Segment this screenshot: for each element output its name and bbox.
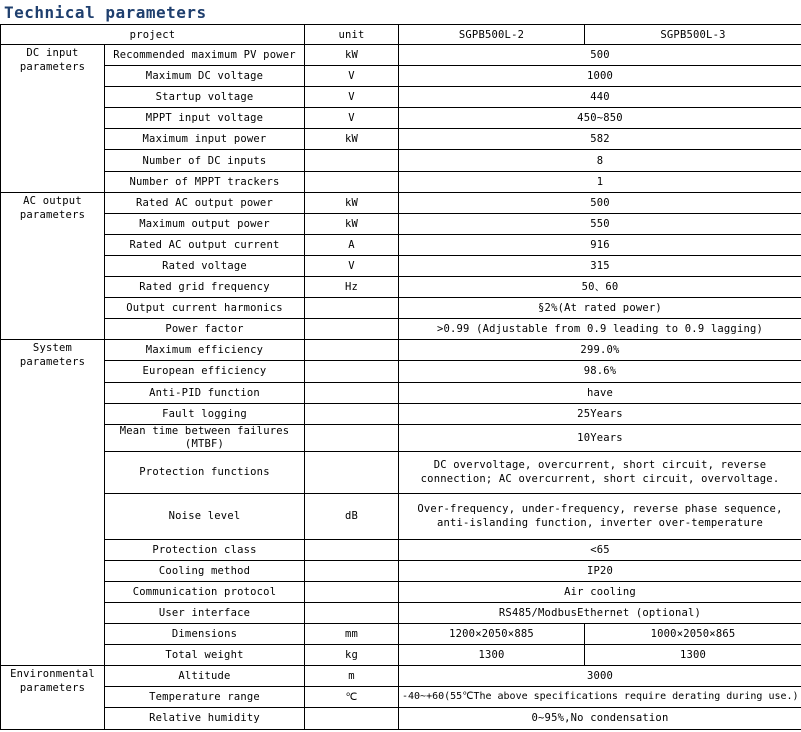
param-unit: A bbox=[305, 234, 399, 255]
param-name: Power factor bbox=[105, 319, 305, 340]
header-project: project bbox=[1, 25, 305, 45]
param-unit bbox=[305, 560, 399, 581]
param-value: 450~850 bbox=[399, 108, 801, 129]
param-name: Fault logging bbox=[105, 403, 305, 424]
param-name: Output current harmonics bbox=[105, 298, 305, 319]
param-name: Dimensions bbox=[105, 624, 305, 645]
param-value: 50、60 bbox=[399, 277, 801, 298]
param-value: 315 bbox=[399, 255, 801, 276]
parameters-table bbox=[0, 24, 801, 730]
table-row bbox=[1, 560, 801, 581]
param-name: Number of MPPT trackers bbox=[105, 171, 305, 192]
param-unit: V bbox=[305, 87, 399, 108]
param-value: DC overvoltage, overcurrent, short circuit, reverse connection; AC overcurrent, short circuit, overvoltage. bbox=[399, 451, 801, 493]
param-value: 550 bbox=[399, 213, 801, 234]
param-name: Startup voltage bbox=[105, 87, 305, 108]
param-name: Anti-PID function bbox=[105, 382, 305, 403]
table-row bbox=[1, 645, 801, 666]
param-value: 10Years bbox=[399, 424, 801, 451]
param-name: European efficiency bbox=[105, 361, 305, 382]
table-row bbox=[1, 66, 801, 87]
param-name: Number of DC inputs bbox=[105, 150, 305, 171]
table-row bbox=[1, 277, 801, 298]
table-row bbox=[1, 298, 801, 319]
param-name: MPPT input voltage bbox=[105, 108, 305, 129]
table-row bbox=[1, 171, 801, 192]
table-row bbox=[1, 129, 801, 150]
param-name: Total weight bbox=[105, 645, 305, 666]
param-name: Rated grid frequency bbox=[105, 277, 305, 298]
param-value-b: 1000×2050×865 bbox=[585, 624, 801, 645]
table-row bbox=[1, 45, 801, 66]
param-unit bbox=[305, 319, 399, 340]
table-row bbox=[1, 192, 801, 213]
group-dc-input: DC input parameters bbox=[1, 45, 105, 193]
table-row bbox=[1, 255, 801, 276]
table-header-row bbox=[1, 25, 801, 45]
header-model-a: SGPB500L-2 bbox=[399, 25, 585, 45]
table-row bbox=[1, 708, 801, 729]
param-name: Temperature range bbox=[105, 687, 305, 708]
param-name: Maximum efficiency bbox=[105, 340, 305, 361]
group-system: System parameters bbox=[1, 340, 105, 666]
param-unit bbox=[305, 708, 399, 729]
param-value: <65 bbox=[399, 539, 801, 560]
param-unit bbox=[305, 298, 399, 319]
param-value: Over-frequency, under-frequency, reverse phase sequence, anti-islanding function, inverter over-temperature bbox=[399, 493, 801, 539]
param-unit: ℃ bbox=[305, 687, 399, 708]
header-model-b: SGPB500L-3 bbox=[585, 25, 801, 45]
param-value: >0.99 (Adjustable from 0.9 leading to 0.9 lagging) bbox=[399, 319, 801, 340]
param-unit: mm bbox=[305, 624, 399, 645]
param-unit bbox=[305, 340, 399, 361]
group-environmental: Environmental parameters bbox=[1, 666, 105, 729]
table-row bbox=[1, 624, 801, 645]
table-row bbox=[1, 319, 801, 340]
param-name: Maximum output power bbox=[105, 213, 305, 234]
table-row bbox=[1, 687, 801, 708]
param-value: 500 bbox=[399, 45, 801, 66]
table-row bbox=[1, 108, 801, 129]
param-name: Cooling method bbox=[105, 560, 305, 581]
param-value: have bbox=[399, 382, 801, 403]
table-row bbox=[1, 340, 801, 361]
param-unit bbox=[305, 171, 399, 192]
param-unit: V bbox=[305, 255, 399, 276]
table-row bbox=[1, 602, 801, 623]
param-name: Rated AC output current bbox=[105, 234, 305, 255]
param-unit: V bbox=[305, 108, 399, 129]
group-ac-output: AC output parameters bbox=[1, 192, 105, 340]
table-row bbox=[1, 581, 801, 602]
table-row bbox=[1, 666, 801, 687]
param-name: Altitude bbox=[105, 666, 305, 687]
param-value: 500 bbox=[399, 192, 801, 213]
table-row bbox=[1, 234, 801, 255]
param-unit bbox=[305, 403, 399, 424]
param-value-a: 1200×2050×885 bbox=[399, 624, 585, 645]
param-name: Rated voltage bbox=[105, 255, 305, 276]
param-value-a: 1300 bbox=[399, 645, 585, 666]
table-row bbox=[1, 539, 801, 560]
param-unit: kW bbox=[305, 129, 399, 150]
table-row bbox=[1, 150, 801, 171]
param-value: RS485/ModbusEthernet (optional) bbox=[399, 602, 801, 623]
param-unit bbox=[305, 361, 399, 382]
param-value: 1000 bbox=[399, 66, 801, 87]
param-unit bbox=[305, 581, 399, 602]
param-unit bbox=[305, 451, 399, 493]
param-value: Air cooling bbox=[399, 581, 801, 602]
param-unit: Hz bbox=[305, 277, 399, 298]
param-name: Maximum input power bbox=[105, 129, 305, 150]
param-unit: kW bbox=[305, 192, 399, 213]
param-unit: kW bbox=[305, 45, 399, 66]
param-value: IP20 bbox=[399, 560, 801, 581]
param-unit bbox=[305, 424, 399, 451]
param-value: §2%(At rated power) bbox=[399, 298, 801, 319]
param-name: User interface bbox=[105, 602, 305, 623]
param-name: Recommended maximum PV power bbox=[105, 45, 305, 66]
param-unit: m bbox=[305, 666, 399, 687]
param-value: 440 bbox=[399, 87, 801, 108]
param-name: Maximum DC voltage bbox=[105, 66, 305, 87]
param-unit bbox=[305, 382, 399, 403]
param-value: 299.0% bbox=[399, 340, 801, 361]
param-name: Rated AC output power bbox=[105, 192, 305, 213]
param-name: Mean time between failures (MTBF) bbox=[105, 424, 305, 451]
param-value: 3000 bbox=[399, 666, 801, 687]
table-row bbox=[1, 493, 801, 539]
param-value: 1 bbox=[399, 171, 801, 192]
header-unit: unit bbox=[305, 25, 399, 45]
table-row bbox=[1, 382, 801, 403]
param-unit: V bbox=[305, 66, 399, 87]
table-row bbox=[1, 451, 801, 493]
table-row bbox=[1, 403, 801, 424]
param-value: 916 bbox=[399, 234, 801, 255]
param-value-b: 1300 bbox=[585, 645, 801, 666]
param-value: 0~95%,No condensation bbox=[399, 708, 801, 729]
param-unit bbox=[305, 602, 399, 623]
param-name: Noise level bbox=[105, 493, 305, 539]
table-row bbox=[1, 361, 801, 382]
param-value: 98.6% bbox=[399, 361, 801, 382]
param-unit: kW bbox=[305, 213, 399, 234]
table-row bbox=[1, 87, 801, 108]
param-value: 8 bbox=[399, 150, 801, 171]
page-title: Technical parameters bbox=[4, 3, 207, 22]
param-name: Protection class bbox=[105, 539, 305, 560]
param-value: 25Years bbox=[399, 403, 801, 424]
param-value: -40~+60(55℃The above specifications require derating during use.) bbox=[399, 687, 801, 708]
param-name: Communication protocol bbox=[105, 581, 305, 602]
param-value: 582 bbox=[399, 129, 801, 150]
param-unit bbox=[305, 539, 399, 560]
param-unit: dB bbox=[305, 493, 399, 539]
param-unit: kg bbox=[305, 645, 399, 666]
table-row bbox=[1, 213, 801, 234]
table-row bbox=[1, 424, 801, 451]
param-name: Protection functions bbox=[105, 451, 305, 493]
param-name: Relative humidity bbox=[105, 708, 305, 729]
param-unit bbox=[305, 150, 399, 171]
